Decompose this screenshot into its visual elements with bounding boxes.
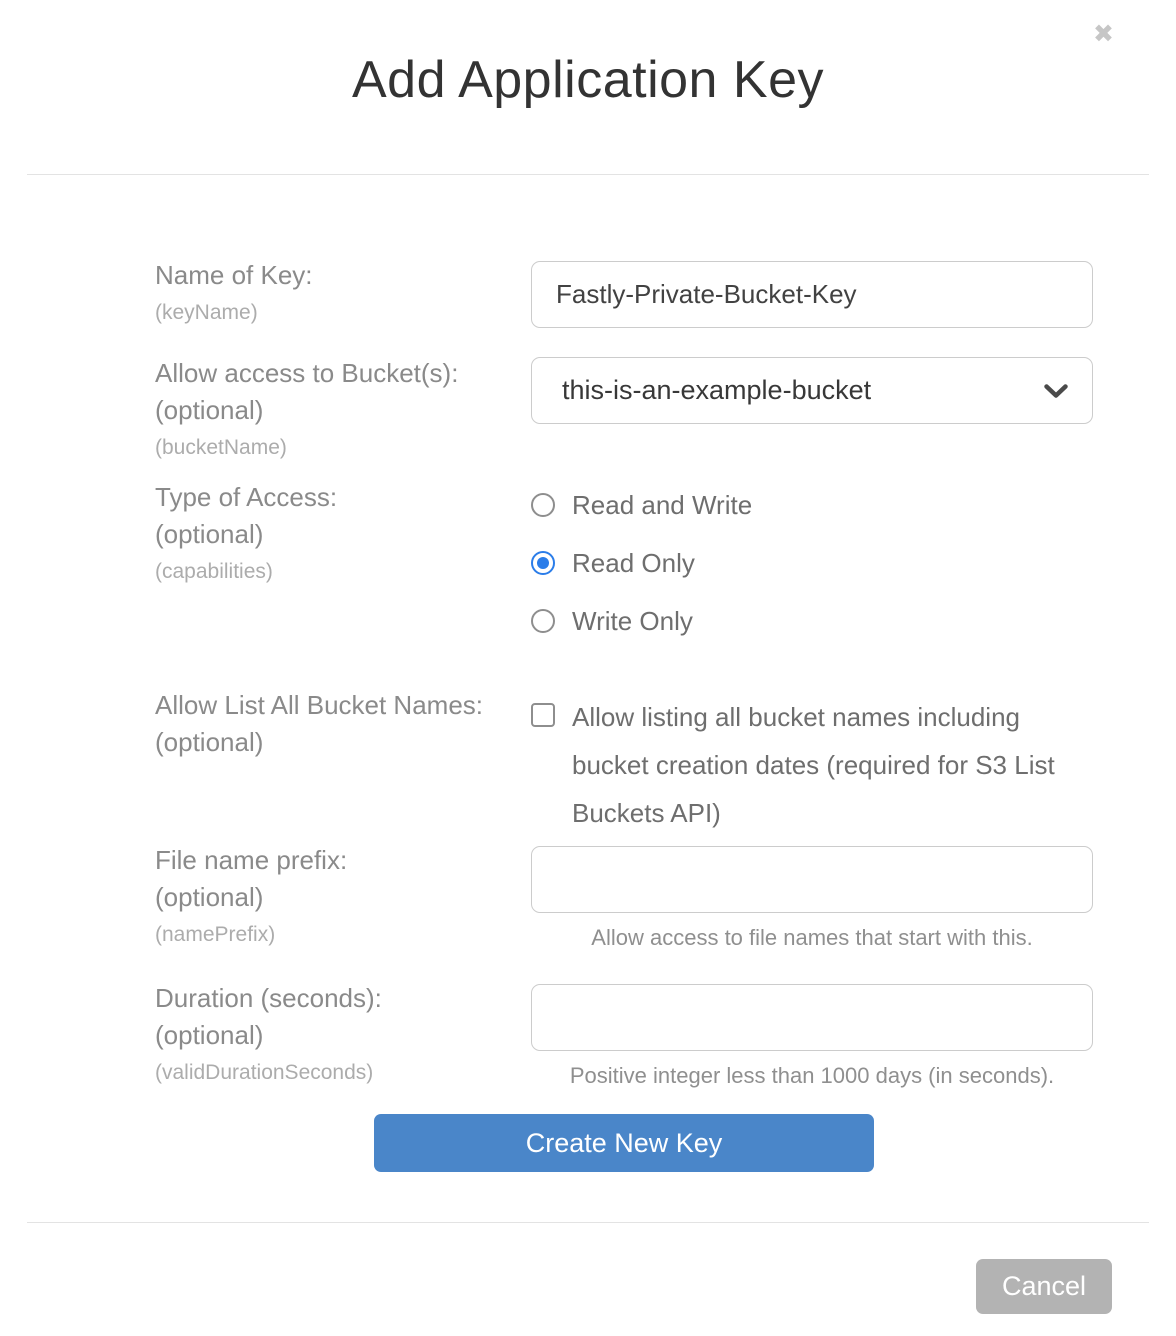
bucket-optional-label: (optional)	[155, 395, 264, 425]
list-bucket-names-optional-label: (optional)	[155, 727, 264, 757]
application-key-form	[0, 257, 1176, 1172]
radio-read-and-write-icon	[531, 493, 555, 517]
duration-input[interactable]	[531, 984, 1093, 1051]
list-bucket-names-checkbox-item[interactable]	[531, 687, 1093, 837]
access-sublabel: (capabilities)	[155, 560, 273, 583]
duration-label-group	[155, 980, 531, 1091]
name-prefix-optional-label: (optional)	[155, 882, 264, 912]
list-bucket-names-checkbox-label: Allow listing all bucket names including bucket creation dates (required for S3 List Buckets API)	[572, 702, 1055, 828]
radio-read-only[interactable]	[531, 549, 1093, 577]
name-prefix-input[interactable]	[531, 846, 1093, 913]
bucket-label: Allow access to Bucket(s):	[155, 358, 459, 388]
access-label: Type of Access:	[155, 482, 338, 512]
footer-divider	[27, 1222, 1149, 1223]
create-new-key-button[interactable]: Create New Key	[374, 1114, 874, 1172]
duration-helper-text: Positive integer less than 1000 days (in seconds).	[569, 1063, 1055, 1088]
list-bucket-names-label-group	[155, 687, 531, 761]
header-divider	[27, 174, 1149, 175]
list-bucket-names-label: Allow List All Bucket Names:	[155, 690, 484, 720]
list-bucket-names-checkbox[interactable]	[531, 703, 555, 727]
list-bucket-names-row	[155, 687, 1093, 842]
radio-read-only-label: Read Only	[572, 547, 695, 578]
dialog-footer	[0, 1259, 1176, 1314]
name-prefix-label-group	[155, 842, 531, 953]
key-name-sublabel: (keyName)	[155, 301, 258, 324]
duration-label: Duration (seconds):	[155, 983, 382, 1013]
access-radio-group	[531, 479, 1093, 665]
radio-read-and-write-label: Read and Write	[572, 489, 753, 520]
key-name-label: Name of Key:	[155, 260, 313, 290]
radio-write-only-label: Write Only	[572, 605, 693, 636]
radio-read-and-write[interactable]	[531, 491, 1093, 519]
bucket-label-group	[155, 355, 531, 466]
close-icon[interactable]: ✖	[1093, 20, 1114, 48]
bucket-select[interactable]	[531, 357, 1093, 424]
bucket-row	[155, 355, 1093, 479]
duration-optional-label: (optional)	[155, 1020, 264, 1050]
key-name-input[interactable]	[531, 261, 1093, 328]
bucket-select-value: this-is-an-example-bucket	[562, 375, 872, 405]
duration-row	[155, 980, 1093, 1114]
dialog-title: Add Application Key	[351, 51, 825, 109]
access-type-row	[155, 479, 1093, 687]
radio-write-only-icon	[531, 609, 555, 633]
key-name-label-group	[155, 257, 531, 331]
access-optional-label: (optional)	[155, 519, 264, 549]
cancel-button[interactable]: Cancel	[976, 1259, 1112, 1314]
radio-write-only[interactable]	[531, 607, 1093, 635]
bucket-sublabel: (bucketName)	[155, 436, 287, 459]
name-prefix-helper-text: Allow access to file names that start with this.	[591, 925, 1033, 950]
radio-read-only-icon	[531, 551, 555, 575]
duration-sublabel: (validDurationSeconds)	[155, 1061, 374, 1084]
chevron-down-icon	[1044, 384, 1068, 399]
name-prefix-sublabel: (namePrefix)	[155, 923, 276, 946]
name-prefix-row	[155, 842, 1093, 980]
access-label-group	[155, 479, 531, 590]
key-name-row	[155, 257, 1093, 355]
name-prefix-label: File name prefix:	[155, 845, 348, 875]
